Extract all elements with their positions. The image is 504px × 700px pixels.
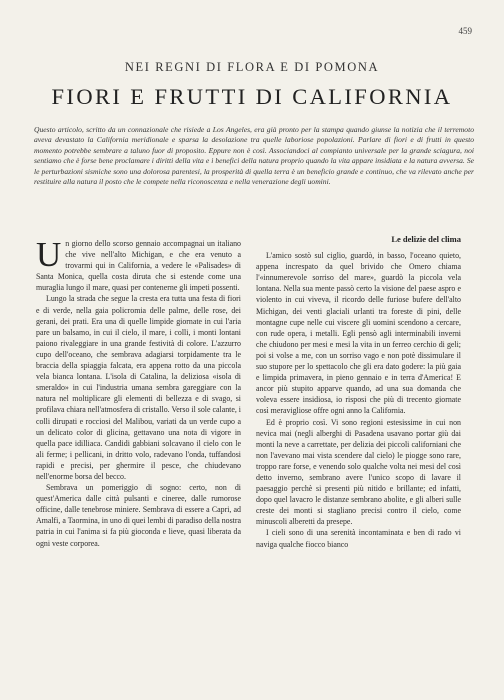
article-headline: FIORI E FRUTTI DI CALIFORNIA (51, 84, 453, 109)
page-number: 459 (458, 26, 472, 36)
right-column (256, 234, 461, 550)
body-paragraph: Sembrava un pomeriggio di sogno: certo, non di quest'America dalle città pulsanti e cineree, dalle rumorose officine, dalle tenebrose miniere. Sembrava di essere a Capri, ad Amalfi, a Taormina, in uno di quei lembi di paradiso della nostra patria in cui l'anima si fa più gioconda e lieve, quasi liberata da ogni veste corporea. (36, 483, 241, 548)
body-paragraph (36, 235, 241, 293)
body-paragraph: L'amico sostò sul ciglio, guardò, in basso, l'oceano quieto, appena increspato da quel brivido che Omero chiama l'«innumerevole sorriso del mare», guardò la piccola vela lontana. Nella sua mente passò certo la visione del paese aspro e violento in cui viveva, il ricordo delle furiose bufere dell'alto Michigan, dei venti glaciali urlanti tra foreste di pini, delle montagne cupe nelle cui viscere gli uomini scendono a cercare, con rude opera, i metalli. Egli pensò agli interminabili inverni che chiudono per mesi e mesi la vita in un ferreo cerchio di geli; poi si volse a me, con un sorriso vago e non potè dissimulare il suo stupore per lo spettacolo che gli era dato godere: la più gaia e limpida primavera, in pieno gennaio e in terra d'America! E ancor più stupito apparve quando, ad una sua domanda che voleva essere insidiosa, io risposi che più di trecento giornate così meravigliose offre ogni anno la California. (256, 251, 461, 416)
paragraph-text: n giorno dello scorso gennaio accompagnai un italiano che vive nell'alto Michigan, e che era venuto a trovarmi qui in California, a vedere le «Palisades» di Santa Monica, quella costa diruta che si estende come una muraglia lungo il mare, quasi per contenerne gli impeti possenti. (36, 239, 241, 293)
left-column (36, 235, 241, 549)
article-intro: Questo articolo, scritto da un connazionale che risiede a Los Angeles, era già pronto per la stampa quando giunse la notizia che il terremoto aveva devastato la California meridionale e sparsa la desolazione tra quelle laboriose popolazioni. Parlare di fiori e di frutti in questo momento potrebbe sembrare a taluno fuor di proposito. Eppure non è così. Associandoci al compianto universale per la grande sciagura, noi sentiamo che è forse bene proclamare i diritti della vita e i benefici della natura proprio quando la vita appare insidiata e la natura avversa. Se le perturbazioni sismiche sono una dolorosa parentesi, la prosperità di quella terra è un beneficio grande e continuo, che va rilevato anche per restituire alla natura il posto che le compete nella riconoscenza e nella venerazione degli uomini. (34, 125, 474, 187)
article-kicker: NEI REGNI DI FLORA E DI POMONA (124, 60, 380, 74)
body-paragraph: Ed è proprio così. Vi sono regioni estesissime in cui non nevica mai (negli alberghi di Pasadena usavano portar giù dai monti la neve a carrettate, per delizia dei piccoli californiani che non l'avevano mai vista scendere dal cielo) le piogge sono rare, troppo rare forse, e venendo solo qualche volta nei mesi del così detto inverno, sembrano avere l'unico scopo di lavare il paesaggio perchè si presenti più nitido e brillante; ed infatti, dopo quel lavacro le distanze sembrano abolite, e gli alberi sulle creste dei monti si stagliano precisi contro il cielo, come minuscoli alberetti da presepe. (256, 417, 461, 527)
section-heading: Le delizie del clima (391, 234, 461, 244)
drop-cap: U (36, 235, 62, 274)
body-paragraph: I cieli sono di una serenità incontaminata e ben di rado vi naviga qualche fiocco bianco (256, 528, 461, 549)
body-paragraph: Lungo la strada che segue la cresta era tutta una festa di fiori e di verde, nella gaia policromia delle palme, delle rose, dei gerani, dei prati. Era una di quelle limpide giornate in cui l'aria pare un balsamo, in cui il cielo, il mare, i colli, i monti lontani paiono rivaleggiare in una grande festività di colore. L'azzurro cupo dell'oceano, che sembrava adagiarsi torpidamente tra le braccia della spiaggia falcata, era appena rotto da una piccola vela bianca lontana. L'isola di Catalina, la deliziosa «isola di smeraldo» in cui l'industria umana sembra gareggiare con la natura nel moltiplicare gli elementi di bellezza e di svago, si profilava chiara nell'atmosfera di cristallo. Verso il sole calante, i colli dirupati e rocciosi del Malibou, variati da un verde cupo a un delicato color di glicina, gettavano una nota di vigore in quella pace idilliaca. Candidi gabbiani solcavano il cielo con le ali ferme; i pellicani, in dritto volo, radevano l'onda, tuffandosi rapidi e precisi, per ghermire il pesce, che chiudevano nell'enorme borsa del becco. (36, 294, 241, 481)
